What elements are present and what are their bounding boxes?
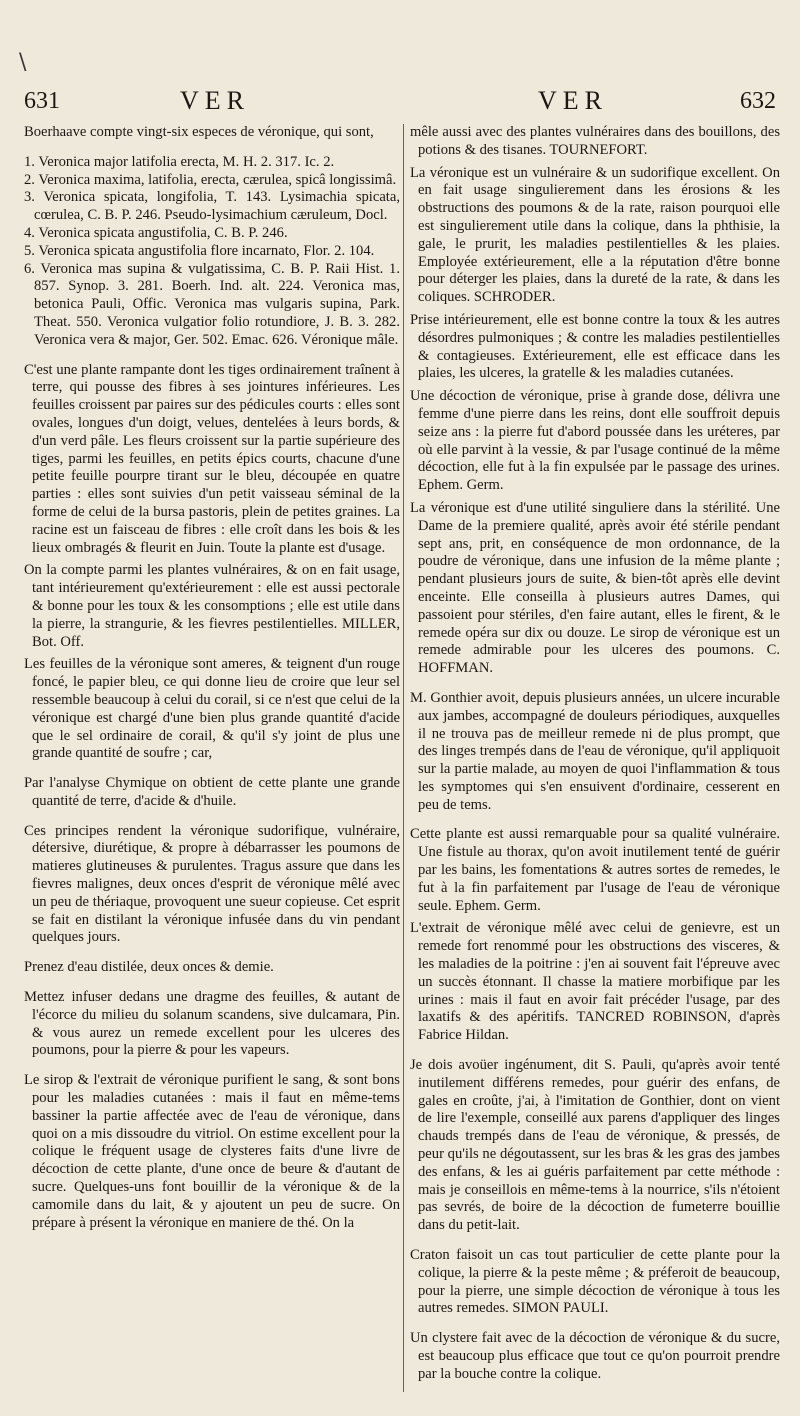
paragraph: Par l'analyse Chymique on obtient de cette plante une grande quantité de terre, d'acide & d'huile. (24, 775, 400, 809)
species-item: 6. Veronica mas supina & vulgatissima, C. B. P. Raii Hist. 1. 857. Synop. 3. 281. Boerh. Ind. alt. 224. Veronica mas, betonica Pauli, Offic. Veronica mas vulgaris supina, Park. Theat. 550. Veronica vulgatior folio rotundiore, J. B. 3. 282. Veronica vera & major, Ger. 502. Emac. 626. Véronique mâle. (24, 260, 400, 348)
page-number-left: 631 (24, 88, 60, 114)
paragraph: Prise intérieurement, elle est bonne contre la toux & les autres désordres pulmoniques ; & contre les maladies pestilentielles & contagieuses. Extérieurement, elle est efficace dans les plaies, les ulceres, la gratelle & les maladies cutanées. (410, 311, 780, 382)
paragraph: M. Gonthier avoit, depuis plusieurs années, un ulcere incurable aux jambes, accompagné de douleurs périodiques, auxquelles il ne trouva pas de meilleur remede ni de plus prompt, que des linges trempés dans de l'eau de véronique, qu'il appliquoit sur la partie malade, au moyen de quoi l'inflammation & tous les symptomes qui s'en ensuivent d'ordinaire, cesserent en peu de tems. (410, 689, 780, 813)
paragraph: Craton faisoit un cas tout particulier de cette plante pour la colique, la pierre & la peste même ; & préferoit de beaucoup, pour la pierre, une simple décoction de véronique à tous les autres remedes. SIMON PAULI. (410, 1247, 780, 1317)
page-number-right: 632 (740, 88, 776, 114)
species-list (24, 154, 400, 350)
paragraph: La véronique est un vulnéraire & un sudorifique excellent. On en fait usage singulierement dans les érosions & les obstructions des poumons & de la rate, raison pourquoi elle est singulierement utile dans la colique, dans la phthisie, la gale, le prurit, les maladies pestilentielles & les plaies. Employée extérieurement, elle a la réputation d'être bonne pour déterger les plaies, dans la dureté de la rate, & dans les coliques. SCHRODER. (410, 164, 780, 306)
paragraph: Prenez d'eau distilée, deux onces & demie. (24, 959, 274, 976)
paragraph: Les feuilles de la véronique sont ameres, & teignent d'un rouge foncé, le papier bleu, ce qui donne lieu de croire que leur sel ressemble beaucoup à celui du corail, si ce n'est que celui de la véronique est chargé d'une bien plus grande quantité d'acide que le sel ordinaire de corail, & qu'il s'y joint de plus une grande quantité de soufre ; car, (24, 656, 400, 762)
species-item: 2. Veronica maxima, latifolia, erecta, cærulea, spicâ longissimâ. (24, 171, 397, 188)
paragraph: mêle aussi avec des plantes vulnéraires dans des bouillons, des potions & des tisanes. TOURNEFORT. (410, 124, 780, 158)
column-divider (403, 124, 404, 1392)
paragraph: Cette plante est aussi remarquable pour sa qualité vulnéraire. Une fistule au thorax, qu'on avoit inutilement tenté de guérir par les bains, les fomentations & autres sortes de remedes, le fut à la fin parfaitement par l'usage de l'eau de véronique seule. Ephem. Germ. (410, 826, 780, 914)
paragraph: L'extrait de véronique mêlé avec celui de genievre, est un remede fort renommé pour les obstructions des visceres, & les maladies de la poitrine : j'en ai souvent fait l'épreuve avec un succès étonnant. Il chasse la matiere morbifique par les urines : mais il faut en avoir fait précéder l'usage, par des laxatifs & des apéritifs. TANCRED ROBINSON, d'après Fabrice Hildan. (410, 920, 780, 1044)
species-item: 5. Veronica spicata angustifolia flore incarnato, Flor. 2. 104. (24, 242, 375, 259)
page-header (0, 88, 800, 122)
running-head-right: VER (538, 86, 608, 115)
left-column (24, 124, 400, 1237)
intro-paragraph: Boerhaave compte vingt-six especes de véronique, qui sont, (24, 124, 374, 140)
paragraph: Un clystere fait avec de la décoction de véronique & du sucre, est beaucoup plus efficace que tout ce qu'on pourroit prendre par la bouche contre la colique. (410, 1330, 780, 1382)
paragraph: La véronique est d'une utilité singuliere dans la stérilité. Une Dame de la premiere qualité, après avoir été stérile pendant sept ans, prit, en conséquence de mon ordonnance, de la poudre de véronique, dans une infusion de la même plante ; pendant plusieurs jours de suite, & bien-tôt après elle devint enceinte. Elle conseilla à plusieurs autres Dames, qui passoient pour stériles, d'en faire autant, elles le firent, & le remede opéra sur dix ou douze. Le sirop de véronique est un remede admirable pour les ulceres des poumons. C. HOFFMAN. (410, 499, 780, 677)
paragraph: Une décoction de véronique, prise à grande dose, délivra une femme d'une pierre dans les reins, dont elle souffroit depuis seize ans : la pierre fut d'abord poussée dans les uréteres, par où elle parvint à la vessie, & par l'usage continué de la même décoction, elle fut à la fin expulsée par le passage des urines. Ephem. Germ. (410, 388, 780, 494)
paragraph: On la compte parmi les plantes vulnéraires, & on en fait usage, tant intérieurement qu'extérieurement : elle est aussi pectorale & bonne pour les toux & les consomptions ; elle est utile dans la pierre, la strangurie, & les fievres pestilentielles. MILLER, Bot. Off. (24, 562, 400, 650)
paragraph: Ces principes rendent la véronique sudorifique, vulnéraire, détersive, diurétique, & propre à débarrasser les poumons de matieres glutineuses & purulentes. Tragus assure que dans les fievres malignes, deux onces d'esprit de véronique mêlé avec un peu de thériaque, provoquent une sueur copieuse. Cet esprit se fait en distilant la véronique infusée dans du vin pendant quelques jours. (24, 822, 400, 946)
margin-mark: \ (19, 50, 27, 75)
paragraph: C'est une plante rampante dont les tiges ordinairement traînent à terre, qui pousse des fibres à ses jointures inférieures. Les feuilles croissent par paires sur des pédicules courts : elles sont ovales, longues d'un doigt, velues, dentelées à leurs bords, & d'un verd pâle. Les fleurs croissent sur la partie supérieure des tiges, parmi les feuilles, en petits épics courts, chacune d'une petite feuille pourpre tirant sur le bleu, découpée en quatre parties : elles sont suivies d'un petit vaisseau séminal de la forme de celui de la bursa pastoris, plein de petites graines. La racine est un faisceau de fibres : elle croît dans les bois & les lieux ombragés & fleurit en Juin. Toute la plante est d'usage. (24, 361, 400, 556)
species-item: 4. Veronica spicata angustifolia, C. B. P. 246. (24, 224, 288, 241)
paragraph: Mettez infuser dedans une dragme des feuilles, & autant de l'écorce du milieu du solanum scandens, sive dulcamara, Pin. & vous aurez un remede excellent pour les ulceres des poumons, pour la pierre & pour les vapeurs. (24, 989, 400, 1059)
running-head-left: VER (180, 86, 250, 115)
species-item: 1. Veronica major latifolia erecta, M. H. 2. 317. Ic. 2. (24, 153, 335, 170)
right-column (410, 124, 780, 1389)
paragraph: Le sirop & l'extrait de véronique purifient le sang, & sont bons pour les maladies cutanées : mais il faut en même-tems bassiner la partie affectée avec de l'eau de véronique, dans quoi on a mis dissoudre du vitriol. On estime excellent pour la colique le fréquent usage de clysteres faits d'une livre de décoction de cette plante, d'une once de beure & d'autant de sucre. Quelques-uns font bouillir de la véronique & de la camomile dans du lait, & y ajoutent un peu de sucre. On prépare à présent la véronique en maniere de thé. On la (24, 1072, 400, 1231)
species-item: 3. Veronica spicata, longifolia, T. 143. Lysimachia spicata, cœrulea, C. B. P. 246. Pseudo-lysimachium cæruleum, Docl. (24, 189, 400, 224)
paragraph: Je dois avoüer ingénument, dit S. Pauli, qu'après avoir tenté inutilement différens remedes, pour guérir des enfans, de gales en croûte, j'ai, à l'imitation de Gonthier, dont on vient de lire l'exemple, conseillé aux parens d'appliquer des linges chauds trempés dans de l'eau de véronique, & pressés, de peur qu'ils ne dégoutassent, sur les bras & les gras des jambes des enfans, & les ai guéris parfaitement par cette méthode : mais je conseillois en même-tems à la nourrice, s'ils n'étoient pas sevrés, de boire de la décoction de fumeterre bouillie dans du petit-lait. (410, 1057, 780, 1234)
